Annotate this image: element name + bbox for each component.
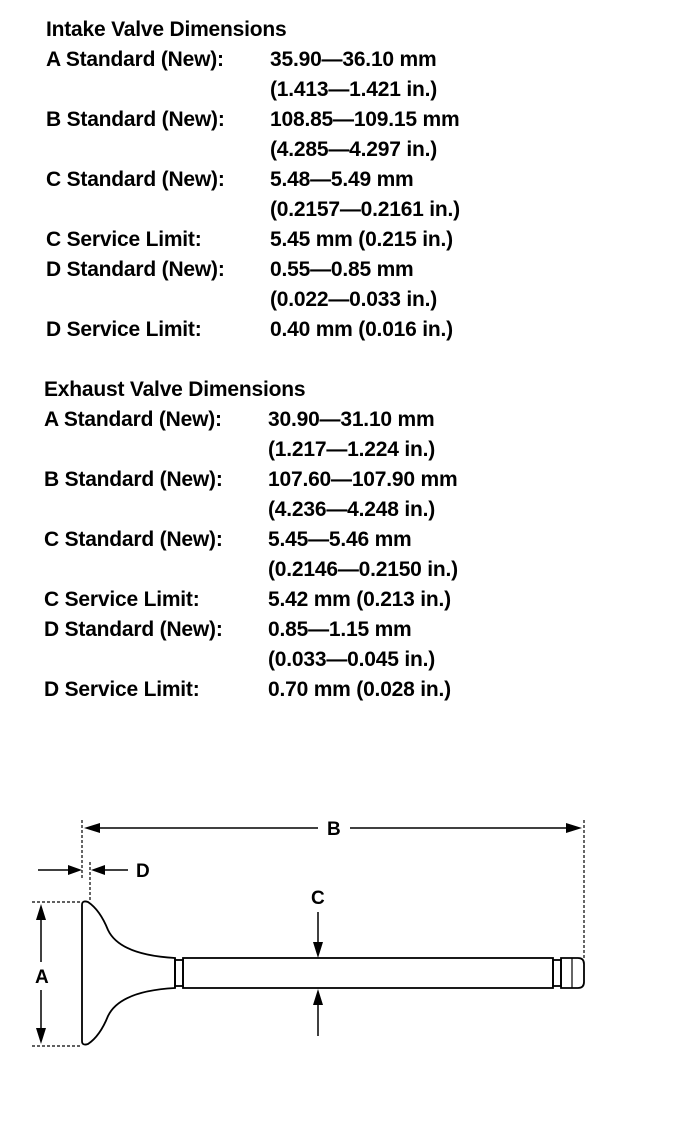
spec-value-inches: (0.2157—0.2161 in.) <box>270 198 460 221</box>
spec-label: C Standard (New): <box>46 168 225 191</box>
spec-label: C Standard (New): <box>44 528 223 551</box>
spec-value-inches: (0.033—0.045 in.) <box>268 648 436 671</box>
spec-row <box>0 168 688 221</box>
spec-value-inches: (0.022—0.033 in.) <box>270 288 438 311</box>
label-b: B <box>327 819 341 840</box>
spec-label: D Standard (New): <box>44 618 223 641</box>
valve-head <box>82 901 175 1044</box>
arrowhead-c-top <box>313 942 323 958</box>
spec-value-inches: (1.217—1.224 in.) <box>268 438 436 461</box>
dimension-d <box>38 862 128 902</box>
spec-label: D Service Limit: <box>46 318 202 341</box>
spec-row <box>0 678 688 708</box>
spec-value: 35.90—36.10 mm <box>270 48 437 71</box>
spec-label: D Service Limit: <box>44 678 200 701</box>
arrowhead-d-left <box>68 865 82 875</box>
spec-label: B Standard (New): <box>46 108 225 131</box>
spec-label: D Standard (New): <box>46 258 225 281</box>
spec-row <box>0 258 688 311</box>
intake-title: Intake Valve Dimensions <box>46 18 287 41</box>
valve-stem <box>183 958 553 988</box>
label-a: A <box>35 967 49 988</box>
dimension-c <box>313 912 323 1036</box>
spec-row <box>0 108 688 161</box>
spec-value: 30.90—31.10 mm <box>268 408 435 431</box>
valve-diagram <box>0 800 688 1100</box>
spec-value-inches: (4.285—4.297 in.) <box>270 138 438 161</box>
spec-label: C Service Limit: <box>44 588 200 611</box>
spec-value: 0.70 mm (0.028 in.) <box>268 678 451 701</box>
spec-value: 5.45 mm (0.215 in.) <box>270 228 453 251</box>
spec-row <box>0 408 688 461</box>
arrowhead-c-bottom <box>313 989 323 1005</box>
spec-row <box>0 528 688 581</box>
spec-row <box>0 618 688 671</box>
arrowhead-a-top <box>36 904 46 920</box>
arrowhead-d-right <box>91 865 105 875</box>
arrowhead-b-left <box>84 823 100 833</box>
spec-value: 108.85—109.15 mm <box>270 108 460 131</box>
arrowhead-b-right <box>566 823 582 833</box>
spec-value: 5.45—5.46 mm <box>268 528 412 551</box>
valve-body <box>82 901 584 1044</box>
label-d: D <box>136 861 150 882</box>
exhaust-title: Exhaust Valve Dimensions <box>44 378 306 401</box>
spec-label: A Standard (New): <box>44 408 222 431</box>
valve-groove <box>553 960 561 986</box>
spec-label: B Standard (New): <box>44 468 223 491</box>
spec-label: C Service Limit: <box>46 228 202 251</box>
arrowhead-a-bottom <box>36 1028 46 1044</box>
spec-value-inches: (1.413—1.421 in.) <box>270 78 438 101</box>
spec-value-inches: (4.236—4.248 in.) <box>268 498 436 521</box>
spec-row <box>0 228 688 258</box>
spec-value: 5.42 mm (0.213 in.) <box>268 588 451 611</box>
valve-fillet <box>175 960 183 986</box>
spec-label: A Standard (New): <box>46 48 224 71</box>
spec-value: 107.60—107.90 mm <box>268 468 458 491</box>
label-c: C <box>311 888 325 909</box>
spec-row <box>0 48 688 101</box>
spec-value: 0.55—0.85 mm <box>270 258 414 281</box>
spec-value: 5.48—5.49 mm <box>270 168 414 191</box>
spec-row <box>0 318 688 348</box>
spec-value: 0.40 mm (0.016 in.) <box>270 318 453 341</box>
spec-value-inches: (0.2146—0.2150 in.) <box>268 558 458 581</box>
spec-row <box>0 468 688 521</box>
spec-row <box>0 588 688 618</box>
dimension-b <box>82 820 584 960</box>
spec-value: 0.85—1.15 mm <box>268 618 412 641</box>
